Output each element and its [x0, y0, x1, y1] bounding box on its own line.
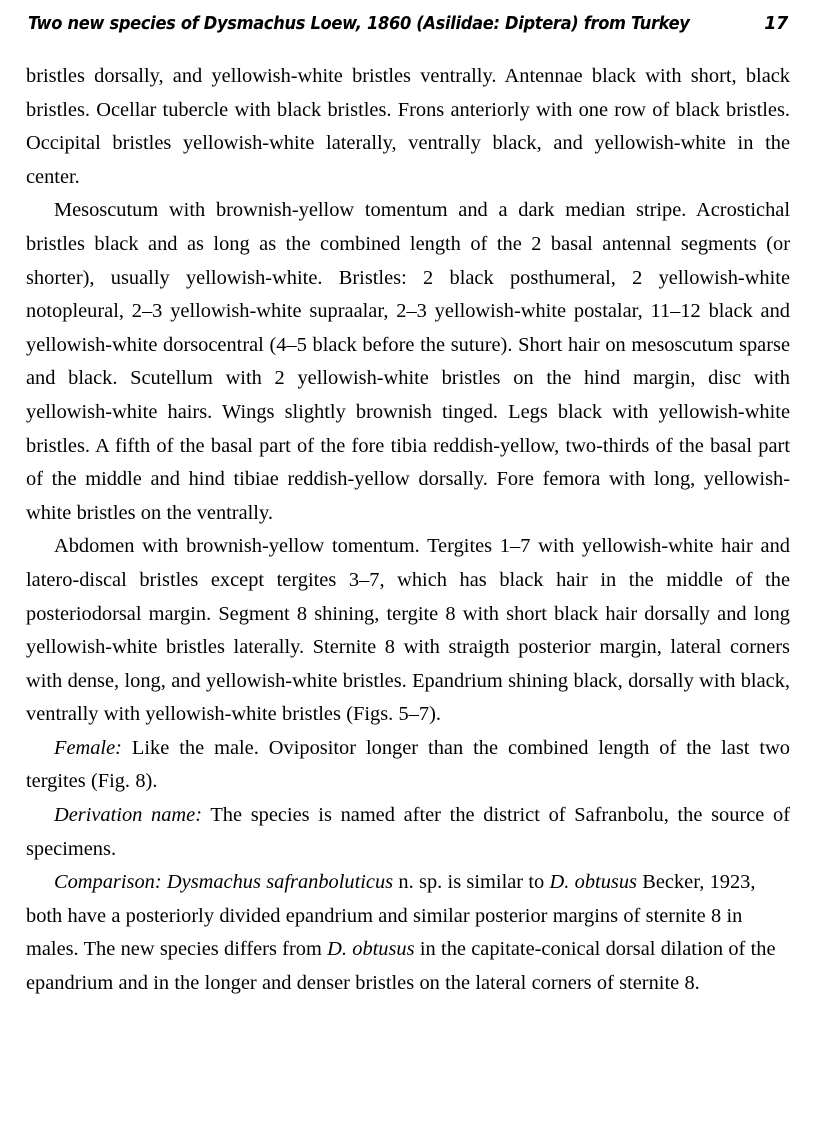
paragraph-derivation-name: [26, 799, 790, 866]
paragraph-abdomen: [26, 530, 790, 732]
page-number: 17: [764, 14, 788, 34]
paragraph-head-continuation: [26, 60, 790, 194]
paragraph-female: [26, 732, 790, 799]
text-run: in the capitate-conical dorsal dilation of the epandrium and in the longer and denser bristles on the lateral corners of sternite 8.: [26, 938, 776, 995]
body-text-column: [26, 60, 790, 1001]
italic-run: Female:: [54, 736, 122, 759]
italic-run: D. obtusus: [549, 871, 637, 894]
text-run: Like the male. Ovipositor longer than the combined length of the last two tergites (Fig. 8).: [26, 736, 790, 793]
italic-run: D. obtusus: [327, 938, 415, 961]
text-run: bristles dorsally, and yellowish-white bristles ventrally. Antennae black with short, black bristles. Ocellar tubercle with black bristles. Frons anteriorly with one row of black bristles. Occipital bristles yellowish-white laterally, ventrally black, and yellowish-white in the center.: [26, 65, 790, 188]
italic-run: Derivation name:: [54, 804, 202, 827]
text-run: Mesoscutum with brownish-yellow tomentum and a dark median stripe. Acrostichal bristles black and as long as the combined length of the 2 basal antennal segments (or shorter), usually yellowish-white. Bristles: 2 black posthumeral, 2 yellowish-white notopleural, 2–3 yellowish-white supraalar, 2–3 yellowish-white postalar, 11–12 black and yellowish-white dorsocentral (4–5 black before the suture). Short hair on mesoscutum sparse and black. Scutellum with 2 yellowish-white bristles on the hind margin, disc with yellowish-white hairs. Wings slightly brownish tinged. Legs black with yellowish-white bristles. A fifth of the basal part of the fore tibia reddish-yellow, two-thirds of the basal part of the middle and hind tibiae reddish-yellow dorsally. Fore femora with long, yellowish-white bristles on the ventrally.: [26, 199, 790, 524]
italic-run: Comparison: Dysmachus safranboluticus: [54, 871, 394, 894]
running-head-title: Two new species of Dysmachus Loew, 1860 (Asilidae: Diptera) from Turkey: [28, 14, 690, 34]
text-run: Abdomen with brownish-yellow tomentum. Tergites 1–7 with yellowish-white hair and latero-discal bristles except tergites 3–7, which has black hair in the middle of the posteriodorsal margin. Segment 8 shining, tergite 8 with short black hair dorsally and long yellowish-white bristles laterally. Sternite 8 with straigth posterior margin, lateral corners with dense, long, and yellowish-white bristles. Epandrium shining black, dorsally with black, ventrally with yellowish-white bristles (Figs. 5–7).: [26, 535, 790, 726]
paragraph-thorax: [26, 194, 790, 530]
text-run: The species is named after the district of Safranbolu, the source of specimens.: [26, 804, 790, 860]
running-head: [28, 14, 790, 40]
text-run: n. sp. is similar to: [393, 871, 550, 894]
text-run: Becker, 1923, both have a posteriorly divided epandrium and similar posterior margins of sternite 8 in males. The new species differs from: [26, 871, 756, 961]
paragraph-comparison: [26, 866, 790, 1000]
